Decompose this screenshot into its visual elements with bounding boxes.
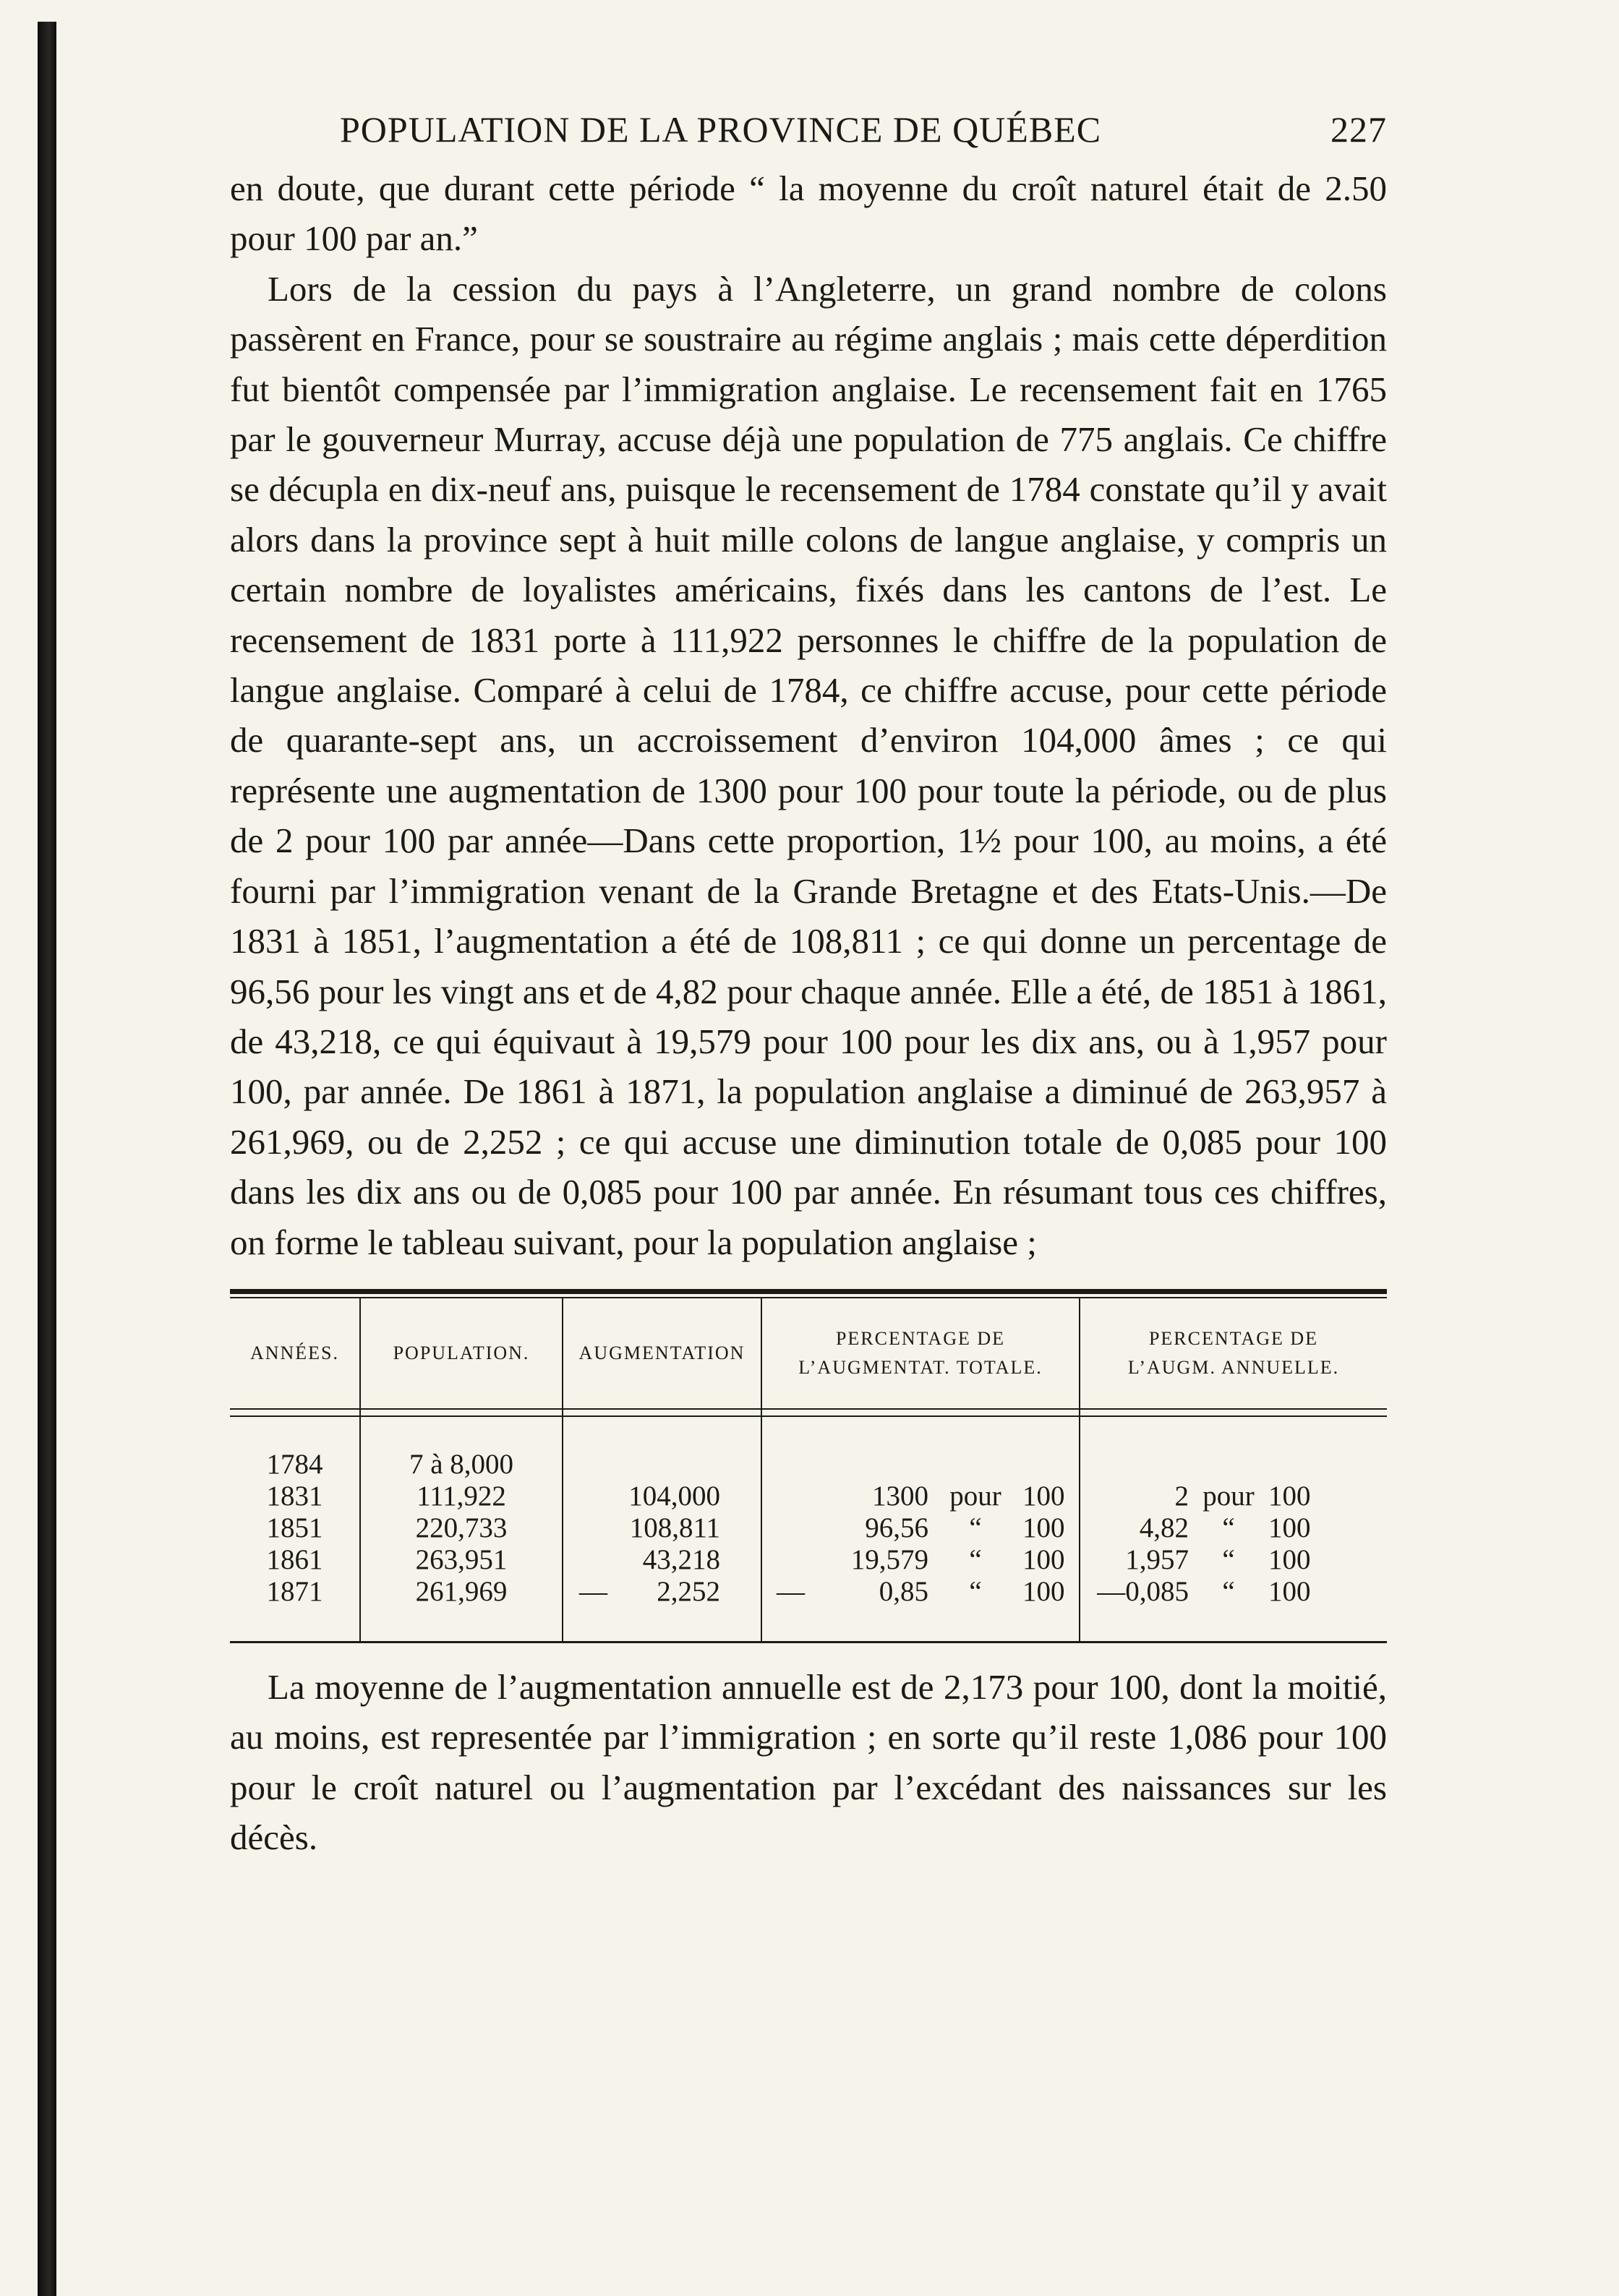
cell-aug-value: 104,000 xyxy=(628,1480,720,1512)
page-number: 227 xyxy=(1330,109,1387,150)
header-pct-total-line1: PERCENTAGE DE xyxy=(835,1327,1006,1349)
closing-text xyxy=(230,1662,1387,1863)
cell-augmentation xyxy=(563,1449,761,1481)
table-top-rule xyxy=(230,1289,1387,1294)
cell-pa-mid: “ xyxy=(1222,1575,1235,1607)
cell-pt-value: 0,85 xyxy=(879,1575,928,1607)
table-row xyxy=(230,1512,1387,1544)
table-row xyxy=(230,1544,1387,1576)
cell-aug-value: 43,218 xyxy=(642,1543,720,1575)
header-pct-total-line2: L’AUGMENTAT. TOTALE. xyxy=(798,1356,1043,1378)
cell-pt-base: 100 xyxy=(1022,1543,1065,1575)
cell-year: 1861 xyxy=(266,1543,323,1575)
table-spacer xyxy=(230,1416,1387,1449)
cell-year: 1871 xyxy=(266,1575,323,1607)
cell-aug-value: 2,252 xyxy=(657,1575,720,1607)
cell-augmentation xyxy=(563,1481,761,1512)
cell-pct-total xyxy=(761,1512,1080,1544)
cell-aug-sign: — xyxy=(579,1575,607,1607)
cell-pa-value: 1,957 xyxy=(1125,1543,1189,1575)
cell-pt-value: 1300 xyxy=(872,1480,928,1512)
header-pct-annual xyxy=(1080,1298,1387,1409)
header-pct-annual-line1: PERCENTAGE DE xyxy=(1148,1327,1319,1349)
cell-pa-value: —0,085 xyxy=(1097,1575,1189,1607)
cell-pa-base: 100 xyxy=(1268,1512,1311,1543)
cell-pct-total xyxy=(761,1481,1080,1512)
cell-population: 263,951 xyxy=(360,1544,563,1576)
cell-pct-annual xyxy=(1080,1449,1387,1481)
header-separator xyxy=(230,1409,1387,1416)
cell-augmentation xyxy=(563,1544,761,1576)
cell-pt-mid: pour xyxy=(949,1480,1001,1512)
cell-pa-value: 2 xyxy=(1174,1480,1189,1512)
cell-year: 1851 xyxy=(266,1512,323,1543)
cell-pct-annual xyxy=(1080,1544,1387,1576)
cell-pct-annual xyxy=(1080,1576,1387,1641)
header-pct-annual-line2: L’AUGM. ANNUELLE. xyxy=(1127,1356,1340,1378)
cell-pa-base: 100 xyxy=(1268,1480,1311,1512)
cell-pa-base: 100 xyxy=(1268,1575,1311,1607)
cell-pt-base: 100 xyxy=(1022,1512,1065,1543)
cell-pt-sign: — xyxy=(777,1575,805,1607)
cell-year: 1831 xyxy=(266,1480,323,1512)
cell-population: 261,969 xyxy=(360,1576,563,1641)
table-row xyxy=(230,1449,1387,1481)
cell-pct-annual xyxy=(1080,1512,1387,1544)
page xyxy=(230,108,1387,1863)
table-bottom-rule xyxy=(230,1641,1387,1643)
running-header xyxy=(230,108,1387,150)
cell-augmentation xyxy=(563,1576,761,1641)
cell-pt-mid: “ xyxy=(969,1543,982,1575)
paragraph: Lors de la cession du pays à l’Angleterre, un grand nombre de colons passèrent en France, pour se soustraire au régime anglais ; mais cette déperdition fut bientôt compensée par l’immigration anglaise. Le recensement fait en 1765 par le gouverneur Murray, accuse déjà une population de 775 anglais. Ce chiffre se décupla en dix-neuf ans, puisque le recensement de 1784 constate qu’il y avait alors dans la province sept à huit mille colons de langue anglaise, y compris un certain nombre de loyalistes américains, fixés dans les cantons de l’est. Le recensement de 1831 porte à 111,922 personnes le chiffre de la population de langue anglaise. Comparé à celui de 1784, ce chiffre accuse, pour cette période de quarante-sept ans, un accroissement d’environ 104,000 âmes ; ce qui représente une augmentation de 1300 pour 100 pour toute la période, ou de plus de 2 pour 100 par année—Dans cette proportion, 1½ pour 100, au moins, a été fourni par l’immigration venant de la Grande Bretagne et des Etats-Unis.—De 1831 à 1851, l’augmentation a été de 108,811 ; ce qui donne un percentage de 96,56 pour les vingt ans et de 4,82 pour chaque année. Elle a été, de 1851 à 1861, de 43,218, ce qui équivaut à 19,579 pour 100 pour les dix ans, ou à 1,957 pour 100, par année. De 1861 à 1871, la population anglaise a diminué de 263,957 à 261,969, ou de 2,252 ; ce qui accuse une diminution totale de 0,085 pour 100 dans les dix ans ou de 0,085 pour 100 par année. En résumant tous ces chiffres, on forme le tableau suivant, pour la population anglaise ; xyxy=(230,268,1387,1262)
cell-pct-total xyxy=(761,1576,1080,1641)
paragraph: en doute, que durant cette période “ la moyenne du croît naturel était de 2.50 pour 100 par an.” xyxy=(230,168,1387,259)
cell-pt-base: 100 xyxy=(1022,1480,1065,1512)
cell-pt-value: 96,56 xyxy=(865,1512,928,1543)
cell-pt-base: 100 xyxy=(1022,1575,1065,1607)
cell-population: 7 à 8,000 xyxy=(360,1449,563,1481)
table-header-row xyxy=(230,1298,1387,1409)
cell-population: 111,922 xyxy=(360,1481,563,1512)
cell-pt-mid: “ xyxy=(969,1575,982,1607)
cell-pt-value: 19,579 xyxy=(850,1543,928,1575)
cell-aug-value: 108,811 xyxy=(629,1512,720,1543)
cell-pct-total xyxy=(761,1449,1080,1481)
cell-augmentation xyxy=(563,1512,761,1544)
header-augmentation: AUGMENTATION xyxy=(563,1298,761,1409)
header-population: POPULATION. xyxy=(360,1298,563,1409)
table-row xyxy=(230,1576,1387,1641)
cell-year: 1784 xyxy=(266,1448,323,1480)
cell-pa-mid: “ xyxy=(1222,1543,1235,1575)
header-pct-total xyxy=(761,1298,1080,1409)
cell-pa-value: 4,82 xyxy=(1139,1512,1189,1543)
header-years: ANNÉES. xyxy=(249,1342,340,1363)
cell-pt-mid: “ xyxy=(969,1512,982,1543)
cell-population: 220,733 xyxy=(360,1512,563,1544)
running-title: POPULATION DE LA PROVINCE DE QUÉBEC xyxy=(340,109,1102,150)
cell-pct-total xyxy=(761,1544,1080,1576)
cell-pa-mid: “ xyxy=(1222,1512,1235,1543)
closing-paragraph: La moyenne de l’augmentation annuelle est de 2,173 pour 100, dont la moitié, au moins, est representée par l’immigration ; en sorte qu’il reste 1,086 pour 100 pour le croît naturel ou l’augmentation par l’excédant des naissances sur les décès. xyxy=(230,1666,1387,1858)
population-table xyxy=(230,1289,1387,1643)
table-row xyxy=(230,1481,1387,1512)
cell-pa-base: 100 xyxy=(1268,1543,1311,1575)
body-text xyxy=(230,163,1387,1267)
cell-pct-annual xyxy=(1080,1481,1387,1512)
cell-pa-mid: pour xyxy=(1202,1480,1255,1512)
book-spine-shadow xyxy=(38,22,56,2296)
